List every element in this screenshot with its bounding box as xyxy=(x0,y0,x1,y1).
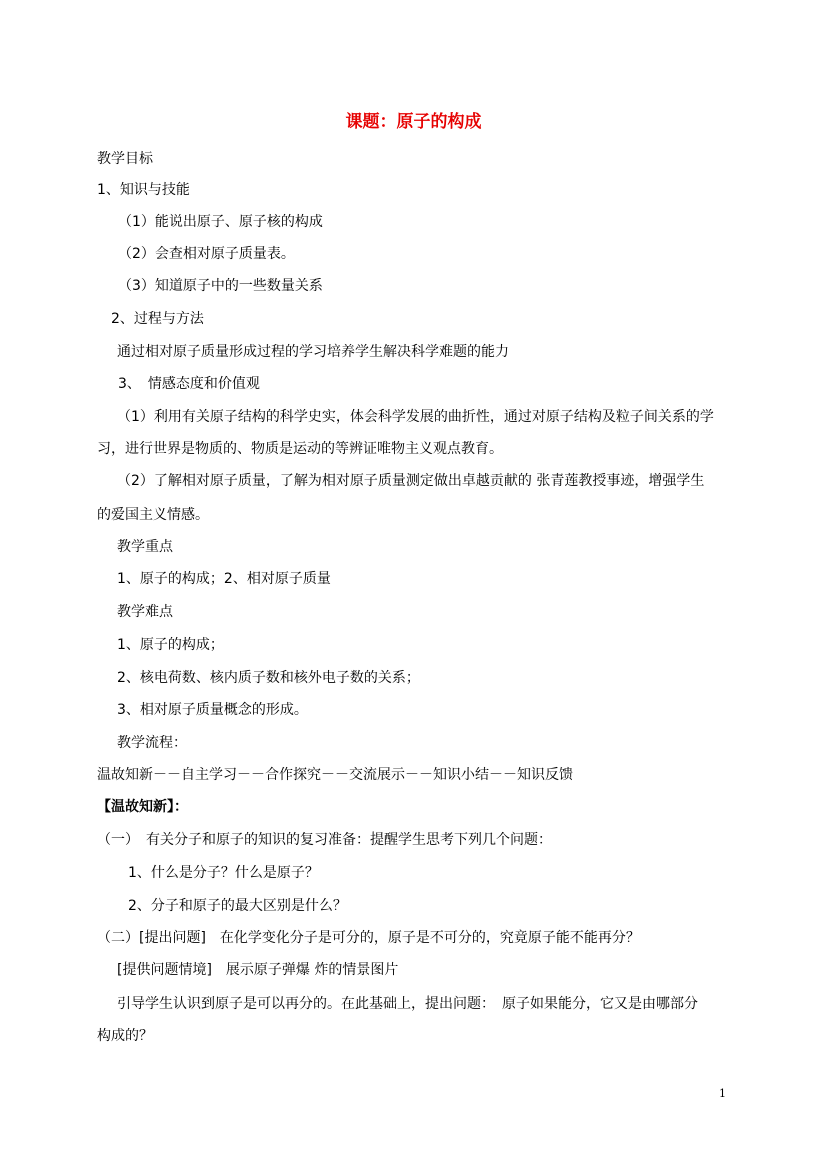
text-line: （二）[提出问题] 在化学变化分子是可分的，原子是不可分的，究竟原子能不能再分？ xyxy=(97,930,640,946)
text-line: 教学目标 xyxy=(97,151,153,167)
text-line: 的爱国主义情感。 xyxy=(97,507,209,523)
text-line: （1）能说出原子、原子核的构成 xyxy=(118,214,323,230)
text-line: 教学难点 xyxy=(117,604,173,620)
text-line: 教学重点 xyxy=(117,539,173,555)
text-line: 1、原子的构成；2、相对原子质量 xyxy=(117,571,331,587)
text-line: 通过相对原子质量形成过程的学习培养学生解决科学难题的能力 xyxy=(117,344,509,360)
text-line: 习，进行世界是物质的、物质是运动的等辨证唯物主义观点教育。 xyxy=(97,441,503,457)
text-line: （2）会查相对原子质量表。 xyxy=(118,246,295,262)
text-line: 构成的？ xyxy=(97,1028,153,1044)
page-title: 课题：原子的构成 xyxy=(345,112,482,132)
page-number: 1 xyxy=(719,1087,726,1100)
text-line: （1）利用有关原子结构的科学史实，体会科学发展的曲折性，通过对原子结构及粒子间关系的学 xyxy=(117,409,714,425)
section-heading: 【温故知新】： xyxy=(97,799,188,815)
text-line: 1、原子的构成； xyxy=(117,637,224,653)
text-line: 引导学生认识到原子是可以再分的。在此基础上，提出问题： 原子如果能分，它又是由哪部分 xyxy=(117,996,698,1012)
text-line: 2、过程与方法 xyxy=(111,311,204,327)
text-line: 3、 情感态度和价值观 xyxy=(118,376,260,392)
text-line: [提供问题情境] 展示原子弹爆 炸的情景图片 xyxy=(117,962,399,978)
text-line: 2、分子和原子的最大区别是什么？ xyxy=(128,898,347,914)
text-line: （3）知道原子中的一些数量关系 xyxy=(118,278,323,294)
text-line: 2、核电荷数、核内质子数和核外电子数的关系； xyxy=(117,670,420,686)
text-line: （一） 有关分子和原子的知识的复习准备：提醒学生思考下列几个问题： xyxy=(97,832,552,848)
text-line: （2）了解相对原子质量，了解为相对原子质量测定做出卓越贡献的 张青莲教授事迹，增强学生 xyxy=(117,473,705,489)
text-line: 温故知新－－自主学习－－合作探究－－交流展示－－知识小结－－知识反馈 xyxy=(97,767,573,783)
text-line: 1、什么是分子？什么是原子？ xyxy=(128,865,319,881)
text-line: 1、知识与技能 xyxy=(97,182,190,198)
text-line: 教学流程： xyxy=(117,735,187,751)
text-line: 3、相对原子质量概念的形成。 xyxy=(117,702,308,718)
